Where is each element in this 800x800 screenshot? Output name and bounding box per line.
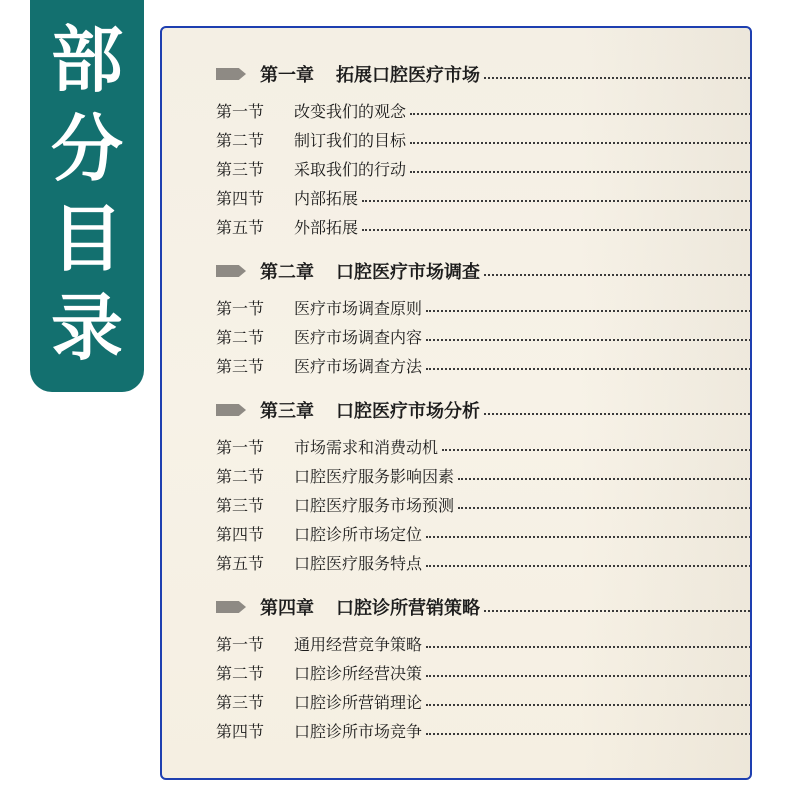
- tab-char: 分: [50, 107, 123, 192]
- table-of-contents: [216, 58, 752, 759]
- dot-leader: [410, 141, 752, 144]
- arrow-bullet-icon: [216, 404, 246, 416]
- dot-leader: [426, 645, 752, 648]
- section-entry: [216, 154, 752, 183]
- section-entry: [216, 687, 752, 716]
- section-title: 口腔诊所经营决策: [294, 664, 423, 683]
- section-entry: [216, 322, 752, 351]
- section-title: 采取我们的行动: [294, 160, 407, 179]
- dot-leader: [458, 506, 752, 509]
- dot-leader: [426, 564, 752, 567]
- section-entry: [216, 519, 752, 548]
- section-title: 口腔诊所市场竞争: [294, 722, 423, 741]
- chapter-number: 第一章: [260, 65, 314, 86]
- section-entry: [216, 183, 752, 212]
- dot-leader: [442, 448, 752, 451]
- section-entry: [216, 658, 752, 687]
- section-title: 口腔诊所营销理论: [294, 693, 423, 712]
- section-title: 医疗市场调查内容: [294, 328, 423, 347]
- section-entry: [216, 293, 752, 322]
- section-title: 外部拓展: [294, 218, 359, 237]
- section-number: 第一节: [216, 635, 265, 654]
- section-title: 口腔医疗服务市场预测: [294, 496, 455, 515]
- chapter-heading: [216, 591, 752, 623]
- section-entry: [216, 548, 752, 577]
- chapter-group: [216, 591, 752, 745]
- section-entry: [216, 629, 752, 658]
- dot-leader: [458, 477, 752, 480]
- section-number: 第四节: [216, 722, 265, 741]
- dot-leader: [362, 199, 752, 202]
- arrow-bullet-icon: [216, 68, 246, 80]
- section-number: 第三节: [216, 496, 265, 515]
- section-number: 第三节: [216, 693, 265, 712]
- section-title: 通用经营竞争策略: [294, 635, 423, 654]
- section-entry: [216, 432, 752, 461]
- section-title: 制订我们的目标: [294, 131, 407, 150]
- catalog-tab-label: [30, 0, 144, 392]
- dot-leader: [410, 112, 752, 115]
- dot-leader: [484, 76, 752, 79]
- toc-page-photo: [160, 26, 752, 780]
- section-title: 口腔医疗服务影响因素: [294, 467, 455, 486]
- tab-char: 录: [50, 286, 123, 371]
- section-entry: [216, 461, 752, 490]
- arrow-bullet-icon: [216, 601, 246, 613]
- dot-leader: [426, 535, 752, 538]
- chapter-title: 拓展口腔医疗市场: [336, 65, 480, 86]
- dot-leader: [426, 703, 752, 706]
- section-number: 第一节: [216, 102, 265, 121]
- section-title: 市场需求和消费动机: [294, 438, 439, 457]
- section-entry: [216, 716, 752, 745]
- section-number: 第四节: [216, 525, 265, 544]
- chapter-group: [216, 255, 752, 380]
- section-entry: [216, 490, 752, 519]
- section-title: 内部拓展: [294, 189, 359, 208]
- section-entry: [216, 96, 752, 125]
- section-title: 改变我们的观念: [294, 102, 407, 121]
- section-entry: [216, 125, 752, 154]
- chapter-number: 第三章: [260, 401, 314, 422]
- dot-leader: [484, 273, 752, 276]
- section-number: 第一节: [216, 438, 265, 457]
- chapter-heading: [216, 255, 752, 287]
- chapter-number: 第二章: [260, 262, 314, 283]
- section-number: 第三节: [216, 160, 265, 179]
- section-number: 第五节: [216, 554, 265, 573]
- dot-leader: [362, 228, 752, 231]
- chapter-title: 口腔医疗市场分析: [336, 401, 480, 422]
- section-title: 医疗市场调查方法: [294, 357, 423, 376]
- section-entry: [216, 351, 752, 380]
- chapter-heading: [216, 394, 752, 426]
- dot-leader: [484, 412, 752, 415]
- tab-char: 目: [50, 196, 123, 281]
- section-number: 第二节: [216, 328, 265, 347]
- section-number: 第二节: [216, 467, 265, 486]
- section-title: 口腔医疗服务特点: [294, 554, 423, 573]
- dot-leader: [426, 367, 752, 370]
- chapter-group: [216, 394, 752, 577]
- section-number: 第四节: [216, 189, 265, 208]
- dot-leader: [410, 170, 752, 173]
- section-number: 第二节: [216, 664, 265, 683]
- chapter-title: 口腔医疗市场调查: [336, 262, 480, 283]
- dot-leader: [426, 674, 752, 677]
- tab-char: 部: [50, 17, 123, 102]
- chapter-heading: [216, 58, 752, 90]
- chapter-title: 口腔诊所营销策略: [336, 598, 480, 619]
- dot-leader: [426, 732, 752, 735]
- section-title: 口腔诊所市场定位: [294, 525, 423, 544]
- chapter-number: 第四章: [260, 598, 314, 619]
- section-title: 医疗市场调查原则: [294, 299, 423, 318]
- section-number: 第三节: [216, 357, 265, 376]
- section-number: 第五节: [216, 218, 265, 237]
- dot-leader: [484, 609, 752, 612]
- dot-leader: [426, 309, 752, 312]
- dot-leader: [426, 338, 752, 341]
- chapter-group: [216, 58, 752, 241]
- section-entry: [216, 212, 752, 241]
- section-number: 第一节: [216, 299, 265, 318]
- section-number: 第二节: [216, 131, 265, 150]
- arrow-bullet-icon: [216, 265, 246, 277]
